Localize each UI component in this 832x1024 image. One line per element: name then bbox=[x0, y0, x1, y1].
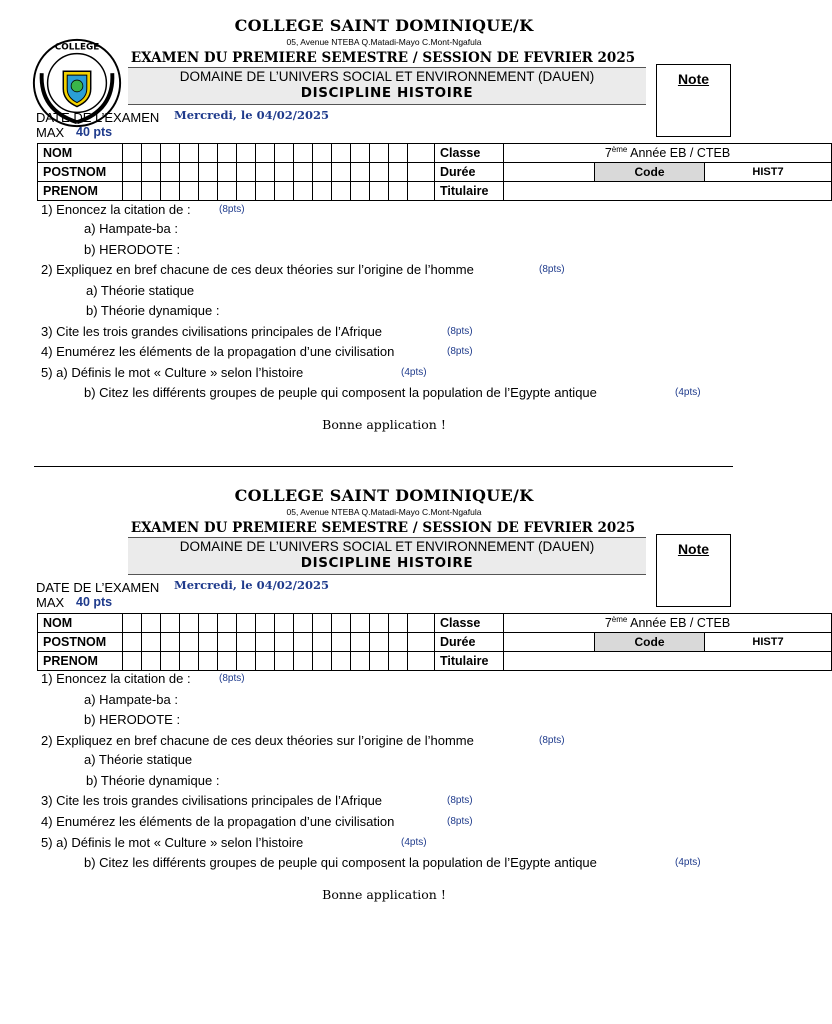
letter-cell[interactable] bbox=[237, 144, 256, 163]
identity-table bbox=[37, 613, 832, 671]
letter-cell[interactable] bbox=[408, 163, 435, 182]
question-5a-points: (4pts) bbox=[401, 837, 427, 848]
question-4: 4) Enumérez les éléments de la propagation d’une civilisation bbox=[41, 814, 395, 829]
letter-cell[interactable] bbox=[275, 652, 294, 671]
letter-cell[interactable] bbox=[370, 144, 389, 163]
question-1b: b) HERODOTE : bbox=[84, 712, 181, 727]
prenom-label: PRENOM bbox=[38, 652, 123, 671]
code-value: HIST7 bbox=[705, 163, 832, 182]
letter-cell[interactable] bbox=[237, 182, 256, 201]
page-divider bbox=[34, 466, 733, 467]
classe-sup: ème bbox=[611, 615, 628, 625]
question-5b: b) Citez les différents groupes de peuple qui composent la population de l’Egypte antique bbox=[84, 385, 597, 400]
date-value: Mercredi, le 04/02/2025 bbox=[174, 108, 330, 122]
date-value: Mercredi, le 04/02/2025 bbox=[174, 578, 330, 592]
letter-cell[interactable] bbox=[180, 614, 199, 633]
question-3-points: (8pts) bbox=[447, 795, 473, 806]
table-row bbox=[38, 633, 832, 652]
letter-cell[interactable] bbox=[218, 144, 237, 163]
letter-cell[interactable] bbox=[294, 182, 313, 201]
classe-num: 7 bbox=[604, 146, 612, 161]
letter-cell[interactable] bbox=[161, 652, 180, 671]
letter-cell[interactable] bbox=[199, 633, 218, 652]
titulaire-value[interactable] bbox=[504, 182, 832, 201]
titulaire-value[interactable] bbox=[504, 652, 832, 671]
question-4-points: (8pts) bbox=[447, 346, 473, 357]
classe-value bbox=[504, 144, 832, 163]
letter-cell[interactable] bbox=[389, 614, 408, 633]
discipline-label: DISCIPLINE HISTOIRE bbox=[300, 555, 474, 571]
letter-cell[interactable] bbox=[142, 652, 161, 671]
nom-label: NOM bbox=[38, 614, 123, 633]
letter-cell[interactable] bbox=[275, 182, 294, 201]
date-label: DATE DE L’EXAMEN bbox=[36, 110, 160, 125]
letter-cell[interactable] bbox=[370, 652, 389, 671]
letter-cell[interactable] bbox=[123, 182, 142, 201]
letter-cell[interactable] bbox=[123, 144, 142, 163]
letter-cell[interactable] bbox=[256, 633, 275, 652]
letter-cell[interactable] bbox=[332, 144, 351, 163]
letter-cell[interactable] bbox=[389, 144, 408, 163]
exam-sheet-bottom bbox=[0, 470, 784, 940]
letter-cell[interactable] bbox=[123, 614, 142, 633]
letter-cell[interactable] bbox=[332, 633, 351, 652]
letter-cell[interactable] bbox=[313, 182, 332, 201]
exam-title: EXAMEN DU PREMIERE SEMESTRE / SESSION DE FEVRIER 2025 bbox=[130, 50, 636, 66]
postnom-label: POSTNOM bbox=[38, 163, 123, 182]
letter-cell[interactable] bbox=[294, 652, 313, 671]
letter-cell[interactable] bbox=[218, 614, 237, 633]
letter-cell[interactable] bbox=[161, 163, 180, 182]
letter-cell[interactable] bbox=[294, 633, 313, 652]
letter-cell[interactable] bbox=[370, 614, 389, 633]
letter-cell[interactable] bbox=[389, 652, 408, 671]
duree-value[interactable] bbox=[504, 633, 595, 652]
classe-rest: Année EB / CTEB bbox=[627, 146, 731, 161]
question-3: 3) Cite les trois grandes civilisations principales de l’Afrique bbox=[41, 793, 383, 808]
letter-cell[interactable] bbox=[142, 144, 161, 163]
max-label: MAX bbox=[36, 125, 65, 140]
letter-cell[interactable] bbox=[180, 633, 199, 652]
letter-cell[interactable] bbox=[313, 163, 332, 182]
question-5b-points: (4pts) bbox=[675, 387, 701, 398]
letter-cell[interactable] bbox=[275, 633, 294, 652]
domain-label: DOMAINE DE L’UNIVERS SOCIAL ET ENVIRONNEMENT (DAUEN) bbox=[179, 539, 595, 554]
letter-cell[interactable] bbox=[370, 163, 389, 182]
question-2b: b) Théorie dynamique : bbox=[86, 773, 220, 788]
nom-label: NOM bbox=[38, 144, 123, 163]
note-label: Note bbox=[677, 541, 710, 557]
letter-cell[interactable] bbox=[389, 163, 408, 182]
letter-cell[interactable] bbox=[294, 614, 313, 633]
question-2: 2) Expliquez en bref chacune de ces deux théories sur l’origine de l’homme bbox=[41, 262, 474, 277]
table-row bbox=[38, 614, 832, 633]
letter-cell[interactable] bbox=[218, 163, 237, 182]
classe-value bbox=[504, 614, 832, 633]
discipline-label: DISCIPLINE HISTOIRE bbox=[300, 85, 474, 101]
question-4: 4) Enumérez les éléments de la propagation d’une civilisation bbox=[41, 344, 395, 359]
letter-cell[interactable] bbox=[199, 652, 218, 671]
letter-cell[interactable] bbox=[199, 614, 218, 633]
letter-cell[interactable] bbox=[332, 614, 351, 633]
closing-text: Bonne application ! bbox=[322, 887, 446, 902]
letter-cell[interactable] bbox=[142, 182, 161, 201]
letter-cell[interactable] bbox=[408, 144, 435, 163]
classe-rest: Année EB / CTEB bbox=[627, 616, 731, 631]
classe-label: Classe bbox=[435, 144, 504, 163]
note-label: Note bbox=[677, 71, 710, 87]
letter-cell[interactable] bbox=[408, 614, 435, 633]
letter-cell[interactable] bbox=[351, 182, 370, 201]
letter-cell[interactable] bbox=[351, 163, 370, 182]
question-5b: b) Citez les différents groupes de peuple qui composent la population de l’Egypte antique bbox=[84, 855, 597, 870]
question-1b: b) HERODOTE : bbox=[84, 242, 181, 257]
note-box[interactable] bbox=[656, 64, 731, 137]
question-2-points: (8pts) bbox=[539, 264, 565, 275]
letter-cell[interactable] bbox=[161, 614, 180, 633]
table-row bbox=[38, 163, 832, 182]
question-2: 2) Expliquez en bref chacune de ces deux théories sur l’origine de l’homme bbox=[41, 733, 474, 748]
letter-cell[interactable] bbox=[142, 614, 161, 633]
exam-sheet-top bbox=[0, 0, 784, 470]
question-3-points: (8pts) bbox=[447, 326, 473, 337]
classe-label: Classe bbox=[435, 614, 504, 633]
max-label: MAX bbox=[36, 595, 65, 610]
duree-label: Durée bbox=[435, 163, 504, 182]
letter-cell[interactable] bbox=[256, 182, 275, 201]
question-2-points: (8pts) bbox=[539, 735, 565, 746]
letter-cell[interactable] bbox=[218, 633, 237, 652]
letter-cell[interactable] bbox=[180, 652, 199, 671]
letter-cell[interactable] bbox=[351, 652, 370, 671]
letter-cell[interactable] bbox=[142, 633, 161, 652]
note-box[interactable] bbox=[656, 534, 731, 607]
question-1: 1) Enoncez la citation de : bbox=[41, 202, 191, 217]
domain-box bbox=[128, 537, 646, 575]
question-1a: a) Hampate-ba : bbox=[84, 221, 178, 236]
letter-cell[interactable] bbox=[180, 144, 199, 163]
table-row bbox=[38, 652, 832, 671]
question-1a: a) Hampate-ba : bbox=[84, 692, 178, 707]
school-name: COLLEGE SAINT DOMINIQUE/K bbox=[234, 16, 534, 35]
closing-text: Bonne application ! bbox=[322, 417, 446, 432]
table-row bbox=[38, 144, 832, 163]
letter-cell[interactable] bbox=[237, 633, 256, 652]
letter-cell[interactable] bbox=[161, 633, 180, 652]
letter-cell[interactable] bbox=[161, 182, 180, 201]
letter-cell[interactable] bbox=[313, 652, 332, 671]
letter-cell[interactable] bbox=[123, 652, 142, 671]
letter-cell[interactable] bbox=[294, 144, 313, 163]
question-2a: a) Théorie statique bbox=[86, 283, 195, 298]
letter-cell[interactable] bbox=[275, 163, 294, 182]
code-label: Code bbox=[595, 633, 705, 652]
letter-cell[interactable] bbox=[218, 652, 237, 671]
school-address: 05, Avenue NTEBA Q.Matadi-Mayo C.Mont-Ngafula bbox=[286, 37, 482, 47]
identity-table bbox=[37, 143, 832, 201]
letter-cell[interactable] bbox=[237, 614, 256, 633]
prenom-label: PRENOM bbox=[38, 182, 123, 201]
question-5a: 5) a) Définis le mot « Culture » selon l’histoire bbox=[41, 835, 304, 850]
letter-cell[interactable] bbox=[199, 144, 218, 163]
letter-cell[interactable] bbox=[389, 633, 408, 652]
letter-cell[interactable] bbox=[408, 633, 435, 652]
question-5a: 5) a) Définis le mot « Culture » selon l’histoire bbox=[41, 365, 304, 380]
duree-label: Durée bbox=[435, 633, 504, 652]
letter-cell[interactable] bbox=[161, 144, 180, 163]
letter-cell[interactable] bbox=[332, 652, 351, 671]
letter-cell[interactable] bbox=[199, 163, 218, 182]
letter-cell[interactable] bbox=[408, 652, 435, 671]
letter-cell[interactable] bbox=[332, 182, 351, 201]
letter-cell[interactable] bbox=[123, 163, 142, 182]
max-value: 40 pts bbox=[76, 595, 113, 609]
code-label: Code bbox=[595, 163, 705, 182]
domain-label: DOMAINE DE L’UNIVERS SOCIAL ET ENVIRONNEMENT (DAUEN) bbox=[179, 69, 595, 84]
classe-num: 7 bbox=[604, 616, 612, 631]
question-3: 3) Cite les trois grandes civilisations principales de l’Afrique bbox=[41, 324, 383, 339]
letter-cell[interactable] bbox=[256, 163, 275, 182]
letter-cell[interactable] bbox=[351, 614, 370, 633]
letter-cell[interactable] bbox=[275, 614, 294, 633]
letter-cell[interactable] bbox=[142, 163, 161, 182]
letter-cell[interactable] bbox=[180, 163, 199, 182]
letter-cell[interactable] bbox=[256, 652, 275, 671]
school-name: COLLEGE SAINT DOMINIQUE/K bbox=[234, 486, 534, 505]
letter-cell[interactable] bbox=[275, 144, 294, 163]
question-2b: b) Théorie dynamique : bbox=[86, 303, 220, 318]
letter-cell[interactable] bbox=[294, 163, 313, 182]
question-5a-points: (4pts) bbox=[401, 367, 427, 378]
exam-title: EXAMEN DU PREMIERE SEMESTRE / SESSION DE FEVRIER 2025 bbox=[130, 520, 636, 536]
letter-cell[interactable] bbox=[313, 633, 332, 652]
question-4-points: (8pts) bbox=[447, 816, 473, 827]
classe-sup: ème bbox=[611, 145, 628, 155]
question-1-points: (8pts) bbox=[219, 204, 245, 215]
letter-cell[interactable] bbox=[351, 633, 370, 652]
letter-cell[interactable] bbox=[256, 144, 275, 163]
letter-cell[interactable] bbox=[313, 144, 332, 163]
postnom-label: POSTNOM bbox=[38, 633, 123, 652]
letter-cell[interactable] bbox=[237, 652, 256, 671]
logo-top-text: COLLEGE bbox=[54, 42, 100, 53]
letter-cell[interactable] bbox=[332, 163, 351, 182]
code-value: HIST7 bbox=[705, 633, 832, 652]
letter-cell[interactable] bbox=[408, 182, 435, 201]
letter-cell[interactable] bbox=[123, 633, 142, 652]
letter-cell[interactable] bbox=[218, 182, 237, 201]
domain-box bbox=[128, 67, 646, 105]
letter-cell[interactable] bbox=[370, 633, 389, 652]
letter-cell[interactable] bbox=[180, 182, 199, 201]
table-row bbox=[38, 182, 832, 201]
question-1: 1) Enoncez la citation de : bbox=[41, 671, 191, 686]
letter-cell[interactable] bbox=[370, 182, 389, 201]
letter-cell[interactable] bbox=[389, 182, 408, 201]
titulaire-label: Titulaire bbox=[435, 182, 504, 201]
question-5b-points: (4pts) bbox=[675, 857, 701, 868]
letter-cell[interactable] bbox=[351, 144, 370, 163]
school-address: 05, Avenue NTEBA Q.Matadi-Mayo C.Mont-Ngafula bbox=[286, 507, 482, 517]
letter-cell[interactable] bbox=[256, 614, 275, 633]
duree-value[interactable] bbox=[504, 163, 595, 182]
max-value: 40 pts bbox=[76, 125, 113, 139]
letter-cell[interactable] bbox=[313, 614, 332, 633]
question-2a: a) Théorie statique bbox=[84, 752, 193, 767]
date-label: DATE DE L’EXAMEN bbox=[36, 580, 160, 595]
letter-cell[interactable] bbox=[199, 182, 218, 201]
question-1-points: (8pts) bbox=[219, 673, 245, 684]
titulaire-label: Titulaire bbox=[435, 652, 504, 671]
letter-cell[interactable] bbox=[237, 163, 256, 182]
